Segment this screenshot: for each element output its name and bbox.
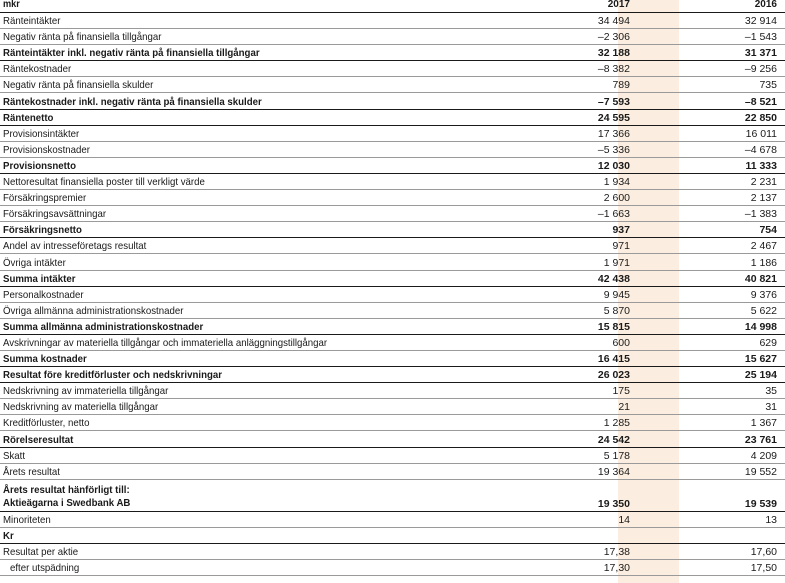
value-2016: 40 821 (744, 272, 777, 285)
value-2016: –1 383 (744, 208, 777, 221)
value-2017: 34 494 (597, 15, 630, 28)
value-2017: 937 (612, 224, 630, 237)
row-label: Räntenetto (3, 111, 54, 124)
value-2016: 735 (759, 79, 777, 92)
column-header-2017: 2017 (607, 0, 630, 10)
table-row (0, 271, 785, 287)
table-row (0, 126, 785, 142)
value-2017: 175 (612, 385, 630, 398)
table-row (0, 415, 785, 431)
table-row (0, 383, 785, 399)
table-row (0, 158, 785, 174)
table-row (0, 464, 785, 480)
value-2016: 13 (765, 514, 777, 526)
table-row (0, 560, 785, 576)
table-row (0, 335, 785, 351)
unit-label: mkr (3, 0, 20, 10)
value-2017: 14 (618, 514, 630, 526)
row-label: Årets resultat hänförligt till: Aktieägarna i Swedbank AB (3, 483, 131, 509)
table-row (0, 110, 785, 126)
table-row (0, 399, 785, 415)
value-2017: –1 663 (597, 208, 630, 221)
value-2016: 629 (759, 336, 777, 349)
value-2017: –8 382 (597, 63, 630, 76)
row-label: Räntekostnader (3, 63, 72, 76)
row-label: Summa intäkter (3, 272, 76, 285)
value-2016: 16 011 (745, 127, 777, 140)
table-row (0, 254, 785, 270)
table-row (0, 544, 785, 560)
row-label: Övriga allmänna administrationskostnader (3, 304, 184, 317)
value-2016: –8 521 (744, 95, 777, 108)
value-2016: –9 256 (744, 63, 777, 76)
value-2016: 9 376 (750, 288, 777, 301)
table-row (0, 174, 785, 190)
value-2016: 14 998 (744, 320, 777, 333)
table-row (0, 303, 785, 319)
value-2017: 17,30 (603, 562, 630, 575)
table-row (0, 222, 785, 238)
row-label: Summa allmänna administrationskostnader (3, 320, 204, 333)
row-label: Kr (3, 530, 14, 543)
value-2016: 17,50 (750, 562, 777, 575)
value-2017: 1 971 (603, 256, 630, 269)
row-label: Kreditförluster, netto (3, 417, 90, 430)
value-2017: 789 (612, 79, 630, 92)
table-body (0, 13, 785, 576)
row-label: Resultat per aktie (3, 546, 79, 559)
table-row (0, 480, 785, 512)
value-2016: 15 627 (744, 353, 777, 366)
table-row (0, 431, 785, 447)
row-label: Försäkringsavsättningar (3, 208, 107, 221)
row-label: Resultat före kreditförluster och nedskrivningar (3, 369, 223, 382)
row-label: Negativ ränta på finansiella tillgångar (3, 31, 162, 44)
value-2017: 42 438 (597, 272, 630, 285)
table-row (0, 238, 785, 254)
value-2016: 22 850 (744, 111, 777, 124)
row-label: Andel av intresseföretags resultat (3, 240, 147, 253)
value-2016: 2 467 (750, 240, 777, 253)
value-2017: 971 (612, 240, 630, 253)
table-row (0, 367, 785, 383)
row-label: Provisionsnetto (3, 159, 77, 172)
table-row (0, 512, 785, 528)
table-row (0, 61, 785, 77)
row-label: Ränteintäkter (3, 15, 61, 28)
value-2017: 26 023 (597, 369, 630, 382)
row-label: Minoriteten (3, 514, 51, 526)
value-2016: 2 137 (750, 192, 777, 205)
value-2016: 2 231 (750, 176, 777, 189)
value-2017: –5 336 (597, 143, 630, 156)
value-2016: 31 (765, 401, 777, 414)
table-row (0, 13, 785, 29)
row-label: Årets resultat (3, 465, 60, 478)
value-2017: –7 593 (597, 95, 630, 108)
value-2016: 5 622 (750, 304, 777, 317)
row-label: Försäkringspremier (3, 192, 87, 205)
value-2017: 17,38 (603, 546, 630, 559)
row-label: Nettoresultat finansiella poster till verkligt värde (3, 176, 205, 189)
row-label: Provisionskostnader (3, 143, 90, 156)
value-2017: 1 934 (603, 176, 630, 189)
row-label: Skatt (3, 449, 26, 462)
value-2017: 16 415 (597, 353, 630, 366)
value-2017: 2 600 (603, 192, 630, 205)
value-2016: 23 761 (744, 433, 777, 446)
value-2017: 19 350 (597, 497, 630, 510)
table-row (0, 190, 785, 206)
value-2017: 24 595 (597, 111, 630, 124)
table-row (0, 29, 785, 45)
row-label: Övriga intäkter (3, 256, 66, 269)
value-2017: 5 178 (603, 449, 630, 462)
row-label: Räntekostnader inkl. negativ ränta på finansiella skulder (3, 95, 262, 108)
row-label: Summa kostnader (3, 353, 87, 366)
value-2017: 15 815 (597, 320, 630, 333)
value-2016: 19 539 (744, 497, 777, 510)
value-2016: 1 186 (750, 256, 777, 269)
row-label: Ränteintäkter inkl. negativ ränta på finansiella tillgångar (3, 47, 260, 60)
column-header-2016: 2016 (754, 0, 777, 10)
value-2017: 21 (618, 401, 630, 414)
value-2017: 600 (612, 336, 630, 349)
table-row (0, 93, 785, 109)
value-2017: 9 945 (603, 288, 630, 301)
value-2016: 32 914 (744, 15, 777, 28)
value-2016: 19 552 (744, 465, 777, 478)
row-label: Försäkringsnetto (3, 224, 82, 237)
value-2016: 1 367 (750, 417, 777, 430)
value-2017: 32 188 (597, 47, 630, 60)
value-2017: 1 285 (603, 417, 630, 430)
table-row (0, 448, 785, 464)
value-2017: 17 366 (597, 127, 630, 140)
value-2017: 24 542 (597, 433, 630, 446)
value-2016: 11 333 (745, 159, 777, 172)
table-row (0, 319, 785, 335)
table-row (0, 351, 785, 367)
table-row (0, 45, 785, 61)
value-2016: 17,60 (750, 546, 777, 559)
row-label: Nedskrivning av immateriella tillgångar (3, 385, 169, 398)
value-2017: 12 030 (597, 159, 630, 172)
table-row (0, 528, 785, 544)
value-2016: –4 678 (744, 143, 777, 156)
value-2016: 25 194 (744, 369, 777, 382)
row-label: Personalkostnader (3, 288, 84, 301)
table-row (0, 142, 785, 158)
row-label: Nedskrivning av materiella tillgångar (3, 401, 159, 414)
value-2016: 754 (759, 224, 777, 237)
row-label: Avskrivningar av materiella tillgångar och immateriella anläggningstillgångar (3, 336, 328, 349)
table-row (0, 77, 785, 93)
value-2016: 4 209 (750, 449, 777, 462)
value-2016: 31 371 (744, 47, 777, 60)
value-2017: –2 306 (597, 31, 630, 44)
row-label: efter utspädning (10, 562, 80, 575)
value-2017: 19 364 (597, 465, 630, 478)
value-2016: –1 543 (744, 31, 777, 44)
table-header-row (0, 0, 785, 13)
row-label: Rörelseresultat (3, 433, 74, 446)
table-row (0, 206, 785, 222)
row-label: Negativ ränta på finansiella skulder (3, 79, 154, 92)
value-2016: 35 (765, 385, 777, 398)
value-2017: 5 870 (603, 304, 630, 317)
row-label: Provisionsintäkter (3, 127, 80, 140)
table-row (0, 287, 785, 303)
